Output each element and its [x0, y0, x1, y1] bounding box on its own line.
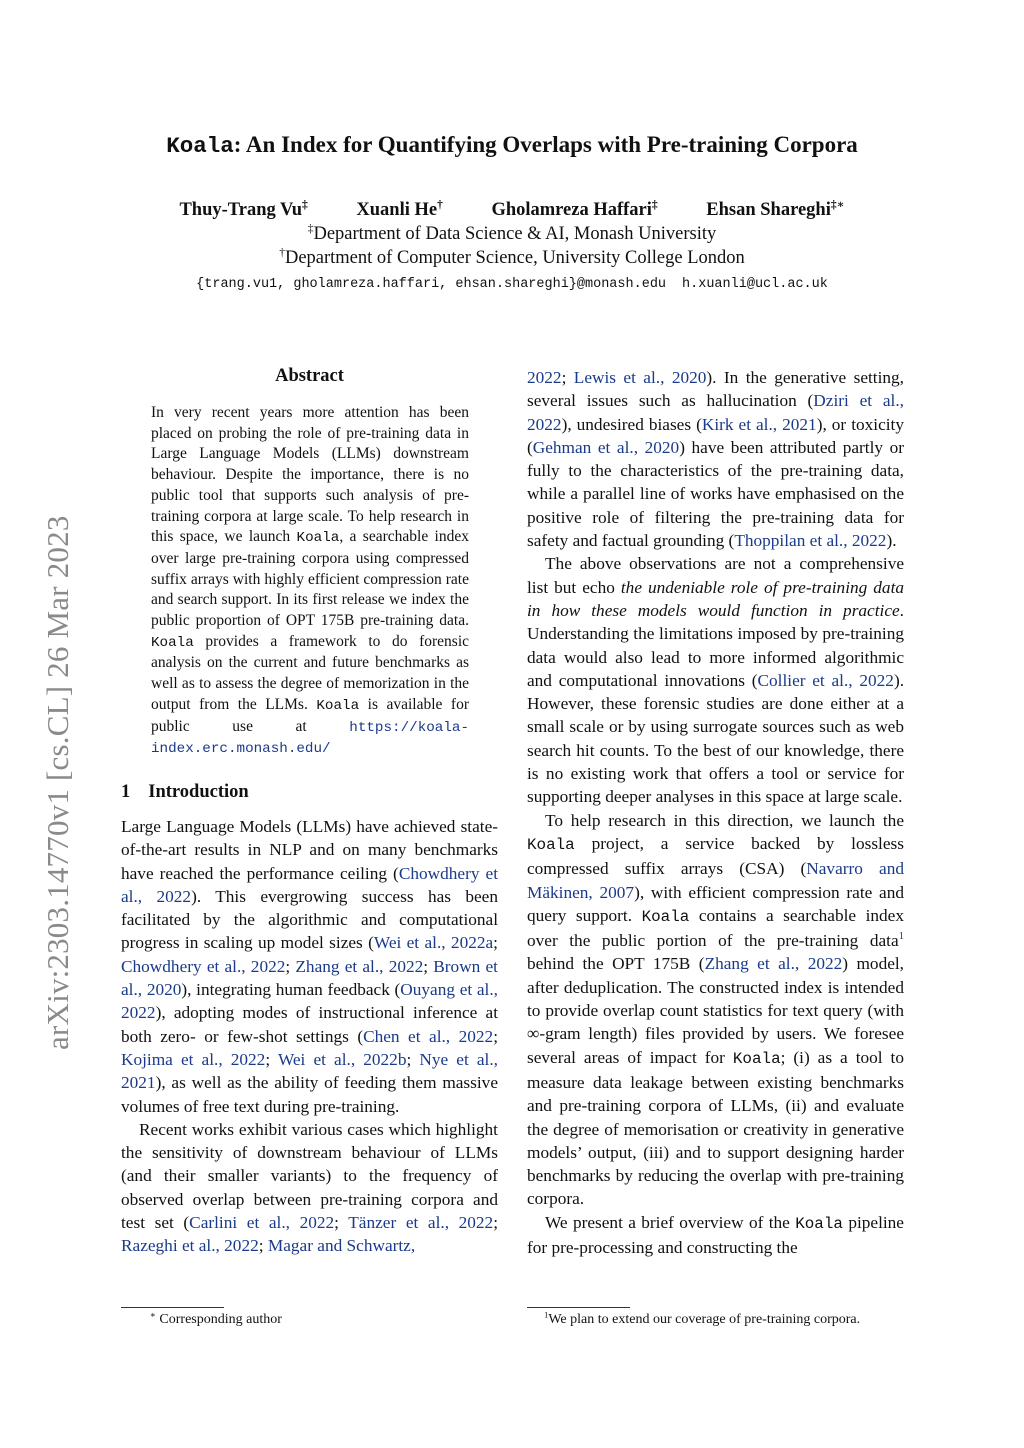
citation-link[interactable]: 2022	[527, 368, 562, 387]
footnote-rule	[121, 1307, 224, 1308]
citation-link[interactable]: Wei et al., 2022a	[373, 933, 494, 953]
citation-link[interactable]: Tänzer et al., 2022	[348, 1213, 494, 1232]
citation-link[interactable]: Navarro and Mäkinen, 2007	[527, 859, 904, 902]
citation-link[interactable]: Gehman et al., 2020	[532, 437, 680, 457]
body-paragraph: 2022; Lewis et al., 2020). In the generative setting, several issues such as hallucination (Dziri et al., 2022), undesired biases (Kirk et al., 2021), or toxicity (Gehman et al., 2020) have been attributed partly or fully to the characteristics of the pre-training data, while a parallel line of works have emphasised on the positive role of filtering the pre-training data for safety and factual grounding (Thoppilan et al., 2022).	[527, 368, 904, 551]
citation-link[interactable]: Lewis et al., 2020	[573, 368, 707, 387]
citation-link[interactable]: Chowdhery et al., 2022	[121, 863, 498, 906]
affiliation: †Department of Computer Science, University College London	[279, 246, 745, 268]
author: Thuy-Trang Vu‡	[179, 198, 308, 220]
koala-url-link[interactable]: https://koala-index.erc.monash.edu/	[151, 719, 470, 758]
email: h.xuanli@ucl.ac.uk	[682, 277, 828, 292]
body-paragraph: The above observations are not a comprehensive list but echo the undeniable role of pre-training data in how these models would function in practice. Understanding the limitations imposed by pre-training data would also lead to more informed algorithmic and computational innovations (Collier et al., 2022). However, these forensic studies are done either at a small scale or by using surrogate sources such as web search hit counts. To the best of our knowledge, there is no existing work that offers a tool or service for supporting deeper analyses in this space at large scale.	[527, 554, 905, 807]
citation-link[interactable]: Collier et al., 2022	[757, 670, 894, 690]
citation-link[interactable]: Brown et al., 2020	[121, 956, 498, 1000]
section-heading-introduction: 1 Introduction	[121, 781, 249, 802]
intro-paragraph: Large Language Models (LLMs) have achieved state-of-the-art results in NLP and on many benchmarks have reached the performance ceiling (Chowdhery et al., 2022). This evergrowing success has been facilitated by the algorithmic and computational progress in scaling up model sizes (Wei et al., 2022a; Chowdhery et al., 2022; Zhang et al., 2022; Brown et al., 2020), integrating human feedback (Ouyang et al., 2022), adopting modes of instructional inference at both zero- or few-shot settings (Chen et al., 2022; Kojima et al., 2022; Wei et al., 2022b; Nye et al., 2021), as well as the ability of feeding them massive volumes of free text during pre-training.	[121, 816, 499, 1116]
author-emails	[0, 277, 1024, 292]
citation-link[interactable]: Zhang et al., 2022	[295, 956, 424, 976]
citation-link[interactable]: Magar and Schwartz,	[267, 1236, 416, 1256]
email: {trang.vu1, gholamreza.haffari, ehsan.shareghi}@monash.edu	[196, 277, 667, 292]
author-list	[0, 200, 1024, 221]
citation-link[interactable]: Chen et al., 2022	[363, 1026, 494, 1046]
citation-link[interactable]: Wei et al., 2022b	[277, 1049, 407, 1069]
citation-link[interactable]: Kojima et al., 2022	[121, 1049, 266, 1069]
paper-title	[0, 132, 1024, 159]
author: Xuanli He†	[356, 198, 443, 220]
citation-link[interactable]: Zhang et al., 2022	[704, 954, 843, 974]
footnote-rule	[527, 1307, 630, 1308]
author: Gholamreza Haffari‡	[491, 198, 658, 220]
body-paragraph: To help research in this direction, we launch the Koala project, a service backed by lossless compressed suffix arrays (CSA) (Navarro and Mäkinen, 2007), with efficient compression rate and query support. Koala contains a searchable index over the public portion of the pre-training data$^1$ behind the OPT 175B (Zhang et al., 2022) model, after deduplication. The constructed index is intended to provide overlap count statistics for text query (with ∞-gram length) files provided by users. We foresee several areas of impact for Koala; (i) as a tool to measure data leakage between existing benchmarks and pre-training corpora of LLMs, (ii) and evaluate the degree of memorisation or creativity in generative models’ output, (iii) and to support designing harder benchmarks by reducing the overlap with pre-training corpora.	[527, 810, 905, 1209]
author: Ehsan Shareghi‡∗	[706, 198, 845, 220]
right-column	[527, 366, 904, 1259]
body-paragraph: We present a brief overview of the Koala pipeline for pre-processing and constructing the	[527, 1212, 904, 1257]
title-text: : An Index for Quantifying Overlaps with Pre-training Corpora	[233, 132, 858, 157]
footnote-1: $^1$We plan to extend our coverage of pre-training corpora.	[544, 1309, 861, 1327]
title-code-name: Koala	[166, 133, 234, 159]
citation-link[interactable]: Chowdhery et al., 2022	[121, 956, 286, 976]
footnote-corresponding-author: ∗ Corresponding author	[150, 1309, 282, 1327]
citation-link[interactable]: Thoppilan et al., 2022	[734, 531, 887, 551]
affiliation: ‡Department of Data Science & AI, Monash University	[307, 222, 717, 244]
citation-link[interactable]: Nye et al., 2021	[121, 1049, 498, 1093]
abstract-text: In very recent years more attention has been placed on probing the role of pre-training data in Large Language Models (LLMs) downstream behaviour. Despite the importance, there is no public tool that supports such analysis of pre-training corpora at large scale. To help research in this space, we launch Koala, a searchable index over large pre-training corpora using compressed suffix arrays with highly efficient compression rate and search support. In its first release we index the public proportion of OPT 175B pre-training data. Koala provides a framework to do forensic analysis on the current and future benchmarks as well as to assess the degree of memorization in the output from the LLMs. Koala is available for public use at https://koala-index.erc.monash.edu/	[151, 404, 470, 758]
left-column	[121, 366, 498, 1258]
footnote-ref[interactable]: 1	[898, 930, 904, 943]
citation-link[interactable]: Dziri et al., 2022	[527, 391, 904, 434]
intro-paragraph: Recent works exhibit various cases which highlight the sensitivity of downstream behaviour of LLMs (and their smaller variants) to the frequency of observed overlap between pre-training corpora and test set (Carlini et al., 2022; Tänzer et al., 2022; Razeghi et al., 2022; Magar and Schwartz,	[121, 1119, 498, 1256]
citation-link[interactable]: Carlini et al., 2022	[189, 1213, 335, 1232]
abstract-heading: Abstract	[275, 366, 344, 386]
citation-link[interactable]: Razeghi et al., 2022	[121, 1236, 259, 1256]
arxiv-side-label: arXiv:2303.14770v1 [cs.CL] 26 Mar 2023	[40, 515, 75, 1050]
citation-link[interactable]: Ouyang et al., 2022	[121, 980, 499, 1023]
citation-link[interactable]: Kirk et al., 2021	[701, 414, 817, 434]
